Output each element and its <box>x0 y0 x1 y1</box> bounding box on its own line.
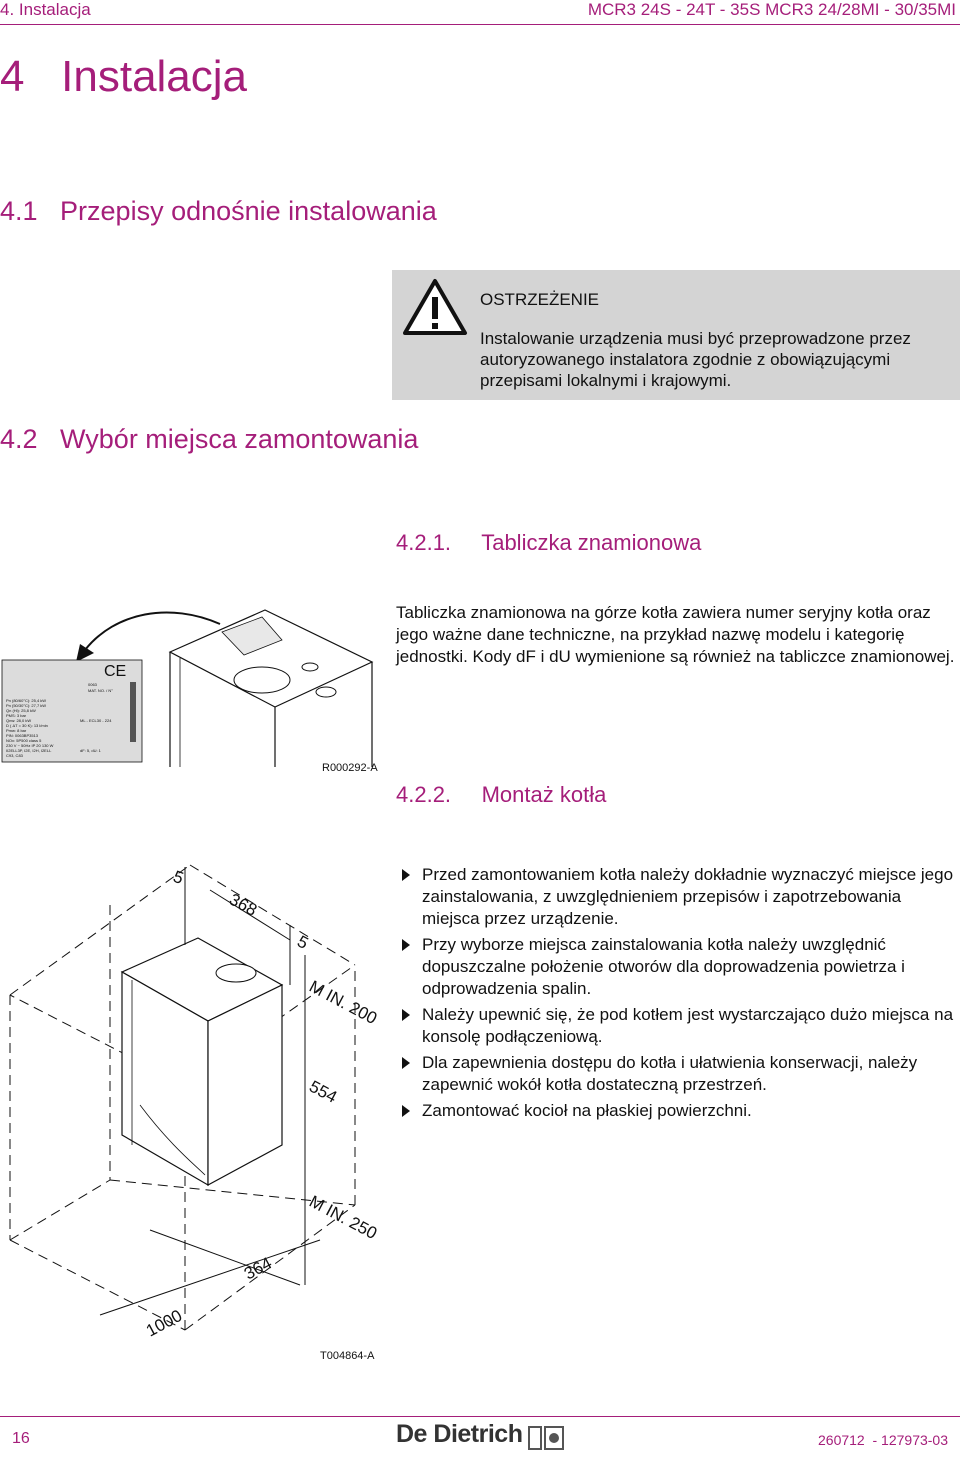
bullet-arrow-icon <box>402 1057 410 1069</box>
bullet-arrow-icon <box>402 939 410 951</box>
svg-text:ML - ECL30 - 224: ML - ECL30 - 224 <box>80 718 112 723</box>
svg-text:CE: CE <box>104 663 127 680</box>
svg-text:Qnw: 28,0 kW: Qnw: 28,0 kW <box>6 718 32 723</box>
section-4-2-1-heading: 4.2.1. Tabliczka znamionowa <box>396 530 702 555</box>
svg-text:D ( ΔT = 30 K): 13 l/min: D ( ΔT = 30 K): 13 l/min <box>6 723 48 728</box>
brand-name: De Dietrich <box>396 1420 523 1448</box>
svg-text:dF: 5, dU: 1: dF: 5, dU: 1 <box>80 748 101 753</box>
svg-text:Qn (Hi): 25,8 kW: Qn (Hi): 25,8 kW <box>6 708 36 713</box>
list-item: Zamontować kocioł na płaskiej powierzchni. <box>396 1100 960 1122</box>
section-4-1-heading: 4.1 Przepisy odnośnie instalowania <box>0 196 437 226</box>
dim-depth: 364 <box>240 1253 275 1284</box>
warning-box <box>392 270 960 400</box>
nameplate-figure <box>0 592 380 777</box>
dim-width: 368 <box>226 889 261 920</box>
header-rule <box>0 24 960 25</box>
dim-height: 554 <box>306 1076 341 1107</box>
mounting-bullet-list <box>396 864 960 1126</box>
page-title: 4 Instalacja <box>0 52 248 101</box>
bullet-arrow-icon <box>402 869 410 881</box>
dim-min-200: M IN. 200 <box>306 976 381 1029</box>
footer-rule <box>0 1416 960 1417</box>
list-item: Dla zapewnienia dostępu do kotła i ułatwienia konserwacji, należy zapewnić wokół kotła dostateczną przestrzeń. <box>396 1052 960 1096</box>
svg-text:Pn (80/60°C): 25,4 kW: Pn (80/60°C): 25,4 kW <box>6 698 47 703</box>
document-code: 260712 - 127973-03 <box>818 1432 948 1448</box>
list-item: Przy wyborze miejsca zainstalowania kotła należy uwzględnić dopuszczalne położenie otworów dla doprowadzenia powietrza i odprowadzenia spalin. <box>396 934 960 1000</box>
svg-text:II2ELL3P, I2E, I2H, I2ELL: II2ELL3P, I2E, I2H, I2ELL <box>6 748 52 753</box>
mounting-clearance-figure <box>0 845 390 1365</box>
svg-text:PMS: 3 bar: PMS: 3 bar <box>6 713 27 718</box>
mounting-figure-code: T004864-A <box>320 1350 375 1362</box>
warning-title: OSTRZEŻENIE <box>480 290 600 309</box>
svg-text:Pmw: 8 bar: Pmw: 8 bar <box>6 728 27 733</box>
svg-text:0063: 0063 <box>88 682 97 687</box>
section-4-2-2-heading: 4.2.2. Montaż kotła <box>396 782 607 807</box>
header-models: MCR3 24S - 24T - 35S MCR3 24/28MI - 30/35MI <box>587 0 956 19</box>
brand-logo <box>396 1420 567 1453</box>
list-item: Przed zamontowaniem kotła należy dokładnie wyznaczyć miejsce jego zainstalowania, z uwzględnieniem przepisów i zapotrzebowania miejsca przez urządzenie. <box>396 864 960 930</box>
warning-text: Instalowanie urządzenia musi być przeprowadzone przez autoryzowanego instalatora zgodnie z obowiązującymi przepisami lokalnymi i krajowymi. <box>480 329 911 390</box>
dim-top-left: 5 <box>170 866 187 888</box>
bullet-arrow-icon <box>402 1009 410 1021</box>
header-section: 4. Instalacja <box>0 0 91 19</box>
brand-mark-icon <box>527 1423 567 1453</box>
svg-text:C93, C83: C93, C83 <box>6 753 23 758</box>
list-item: Należy upewnić się, że pod kotłem jest wystarczająco dużo miejsca na konsolę podłączeniową. <box>396 1004 960 1048</box>
svg-text:230 V ~ 50Hz IP 20 130 W: 230 V ~ 50Hz IP 20 130 W <box>6 743 54 748</box>
section-4-2-heading: 4.2 Wybór miejsca zamontowania <box>0 424 419 454</box>
bullet-arrow-icon <box>402 1105 410 1117</box>
dim-floor: 1000 <box>142 1305 186 1341</box>
dim-top-right: 5 <box>294 931 312 953</box>
nameplate-figure-code: R000292-A <box>322 762 378 774</box>
warning-icon <box>402 278 468 336</box>
svg-text:PIN: 0063BP3513: PIN: 0063BP3513 <box>6 733 39 738</box>
svg-text:NOx: 5P500 class 5: NOx: 5P500 class 5 <box>6 738 42 743</box>
page-number: 16 <box>12 1430 30 1447</box>
svg-text:Pn (50/30°C): 27,7 kW: Pn (50/30°C): 27,7 kW <box>6 703 47 708</box>
dim-min-250: M IN. 250 <box>306 1191 381 1244</box>
svg-text:MAT. NO. / N°: MAT. NO. / N° <box>88 688 113 693</box>
nameplate-paragraph: Tabliczka znamionowa na górze kotła zawiera numer seryjny kotła oraz jego ważne dane techniczne, na przykład nazwę modelu i kategorię jednostki. Kody dF i dU wymienione są również na tabliczce znamionowej. <box>396 603 955 666</box>
